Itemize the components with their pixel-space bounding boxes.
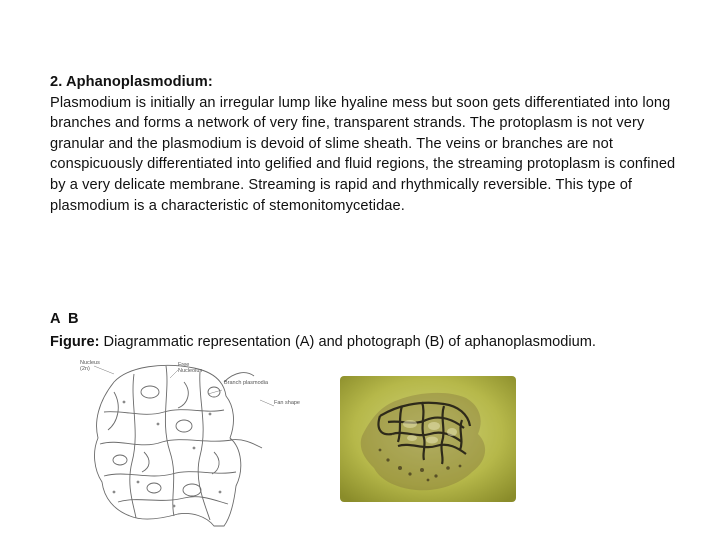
diagram-label-nucleus-1: Nucleus bbox=[80, 360, 100, 366]
diagram-label-nucleus-2: (2n) bbox=[80, 366, 90, 372]
section-body: Plasmodium is initially an irregular lump like hyaline mess but soon gets differentiated into long branches and forms a network of very fine, transparent strands. The protoplasm is not very granular and the plasmodium is devoid of slime sheath. The veins or branches are not conspicuously differentiated into gelified and fluid regions, the streaming protoplasm is confined by a very delicate membrane. Streaming is rapid and rhythmically reversible. This type of plasmodium is a characteristic of stemonitomycetidae. bbox=[50, 94, 676, 214]
photo-drawing bbox=[340, 376, 516, 502]
caption-label: Figure: bbox=[50, 334, 100, 350]
text-section bbox=[50, 72, 690, 216]
diagram-label-branch: Branch plasmodia bbox=[224, 380, 269, 386]
diagram-label-free bbox=[178, 362, 202, 374]
caption-text: Diagrammatic representation (A) and photograph (B) of aphanoplasmodium. bbox=[99, 334, 596, 350]
aphanoplasmodium-photo bbox=[340, 376, 516, 502]
figure-panel-labels: A B bbox=[50, 311, 81, 327]
diagram-label-free-1: Free bbox=[178, 362, 190, 368]
diagram-drawing bbox=[74, 352, 304, 530]
diagram-label-free-2: Nucleolus bbox=[178, 368, 203, 374]
diagram-label-nucleus bbox=[80, 360, 100, 372]
aphanoplasmodium-diagram bbox=[74, 352, 304, 530]
section-heading: 2. Aphanoplasmodium: bbox=[50, 74, 213, 90]
figure-caption bbox=[50, 332, 700, 352]
diagram-label-fan: Fan shape bbox=[274, 400, 300, 406]
